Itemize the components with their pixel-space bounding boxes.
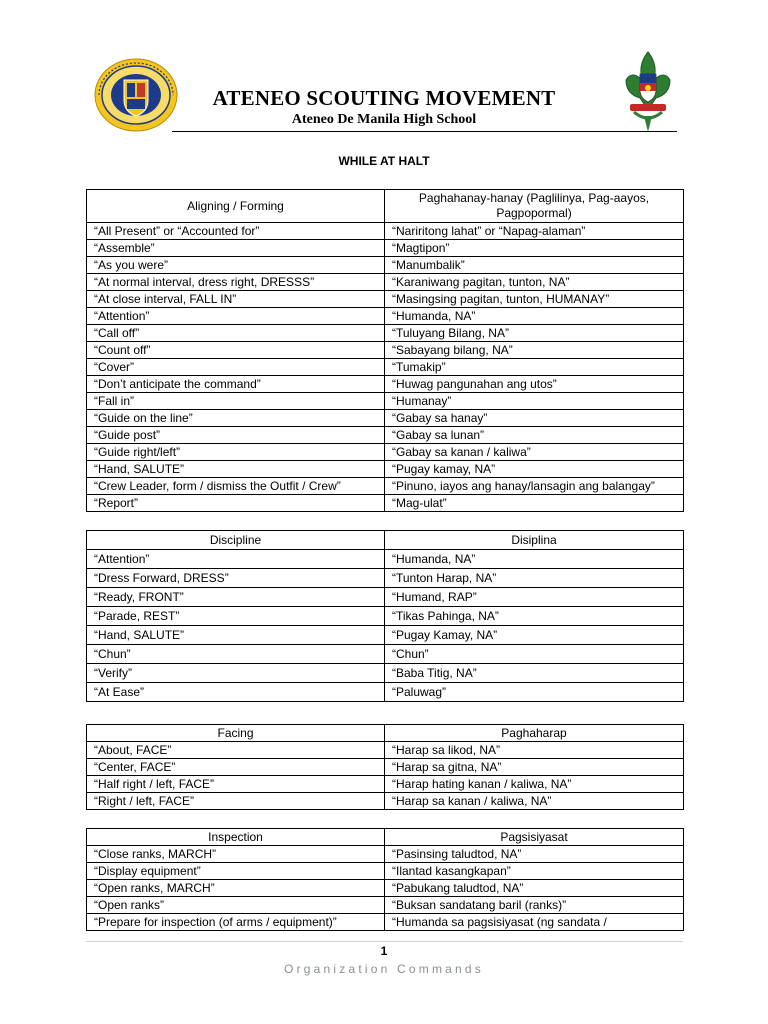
filipino-command-cell: “Humanda sa pagsisiyasat (ng sandata / bbox=[385, 914, 684, 931]
english-command-cell: “Center, FACE” bbox=[87, 759, 385, 776]
filipino-command-cell: “Pugay Kamay, NA” bbox=[385, 626, 684, 645]
table-row bbox=[87, 569, 684, 588]
filipino-command-cell: “Baba Titig, NA” bbox=[385, 664, 684, 683]
filipino-command-cell: “Ilantad kasangkapan” bbox=[385, 863, 684, 880]
english-command-cell: “About, FACE” bbox=[87, 742, 385, 759]
english-command-cell: “At normal interval, dress right, DRESSS” bbox=[87, 274, 385, 291]
table-row bbox=[87, 257, 684, 274]
table-row bbox=[87, 291, 684, 308]
table-row bbox=[87, 626, 684, 645]
english-command-cell: “Right / left, FACE” bbox=[87, 793, 385, 810]
header-divider bbox=[172, 131, 677, 132]
english-command-cell: “Display equipment” bbox=[87, 863, 385, 880]
english-command-cell: “Attention” bbox=[87, 308, 385, 325]
english-command-cell: “Verify” bbox=[87, 664, 385, 683]
table-row bbox=[87, 846, 684, 863]
filipino-command-cell: “Pabukang taludtod, NA” bbox=[385, 880, 684, 897]
filipino-command-cell: “Paluwag” bbox=[385, 683, 684, 702]
filipino-command-cell: “Nariritong lahat” or “Napag-alaman” bbox=[385, 223, 684, 240]
english-command-cell: “Assemble” bbox=[87, 240, 385, 257]
filipino-command-cell: “Gabay sa lunan” bbox=[385, 427, 684, 444]
filipino-command-cell: “Gabay sa hanay” bbox=[385, 410, 684, 427]
table-row bbox=[87, 914, 684, 931]
table-row bbox=[87, 607, 684, 626]
table-row bbox=[87, 793, 684, 810]
table-row bbox=[87, 223, 684, 240]
english-command-cell: “Guide right/left” bbox=[87, 444, 385, 461]
table-row bbox=[87, 759, 684, 776]
filipino-command-cell: “Tumakip” bbox=[385, 359, 684, 376]
english-command-cell: “Open ranks” bbox=[87, 897, 385, 914]
filipino-command-cell: “Tunton Harap, NA” bbox=[385, 569, 684, 588]
english-command-cell: “Call off” bbox=[87, 325, 385, 342]
column-header: Pagsisiyasat bbox=[385, 829, 684, 846]
filipino-command-cell: “Gabay sa kanan / kaliwa” bbox=[385, 444, 684, 461]
table-row bbox=[87, 240, 684, 257]
discipline-table bbox=[86, 530, 684, 702]
school-subtitle: Ateneo De Manila High School bbox=[291, 112, 477, 127]
table-row bbox=[87, 880, 684, 897]
table-row bbox=[87, 427, 684, 444]
table-row bbox=[87, 863, 684, 880]
column-header: Discipline bbox=[87, 531, 385, 550]
english-command-cell: “Hand, SALUTE” bbox=[87, 626, 385, 645]
english-command-cell: “At close interval, FALL IN” bbox=[87, 291, 385, 308]
column-header: Paghaharap bbox=[385, 725, 684, 742]
inspection-table bbox=[86, 828, 684, 931]
english-command-cell: “At Ease” bbox=[87, 683, 385, 702]
table-row bbox=[87, 393, 684, 410]
filipino-command-cell: “Pasinsing taludtod, NA” bbox=[385, 846, 684, 863]
english-command-cell: “Close ranks, MARCH” bbox=[87, 846, 385, 863]
organization-title: ATENEO SCOUTING MOVEMENT bbox=[212, 86, 556, 110]
table-row bbox=[87, 325, 684, 342]
column-header: Disiplina bbox=[385, 531, 684, 550]
filipino-command-cell: “Tikas Pahinga, NA” bbox=[385, 607, 684, 626]
english-command-cell: “Hand, SALUTE” bbox=[87, 461, 385, 478]
table-header-row bbox=[87, 531, 684, 550]
filipino-command-cell: “Karaniwang pagitan, tunton, NA” bbox=[385, 274, 684, 291]
table-row bbox=[87, 461, 684, 478]
table-row bbox=[87, 742, 684, 759]
table-row bbox=[87, 359, 684, 376]
english-command-cell: “Half right / left, FACE” bbox=[87, 776, 385, 793]
table-row bbox=[87, 308, 684, 325]
column-header: Paghahanay-hanay (Paglilinya, Pag-aayos, Pagpopormal) bbox=[385, 190, 684, 223]
english-command-cell: “Report” bbox=[87, 495, 385, 512]
filipino-command-cell: “Humanda, NA” bbox=[385, 308, 684, 325]
page-number: 1 bbox=[380, 944, 388, 958]
english-command-cell: “Fall in” bbox=[87, 393, 385, 410]
table-row bbox=[87, 550, 684, 569]
filipino-command-cell: “Harap sa gitna, NA” bbox=[385, 759, 684, 776]
filipino-command-cell: “Harap sa likod, NA” bbox=[385, 742, 684, 759]
column-header: Inspection bbox=[87, 829, 385, 846]
table-header-row bbox=[87, 190, 684, 223]
english-command-cell: “Guide post” bbox=[87, 427, 385, 444]
english-command-cell: “Chun” bbox=[87, 645, 385, 664]
table-row bbox=[87, 776, 684, 793]
english-command-cell: “Parade, REST” bbox=[87, 607, 385, 626]
section-title: WHILE AT HALT bbox=[338, 154, 430, 168]
filipino-command-cell: “Pugay kamay, NA” bbox=[385, 461, 684, 478]
facing-table bbox=[86, 724, 684, 810]
aligning-forming-table bbox=[86, 189, 684, 512]
english-command-cell: “Prepare for inspection (of arms / equipment)” bbox=[87, 914, 385, 931]
table-row bbox=[87, 588, 684, 607]
table-header-row bbox=[87, 725, 684, 742]
english-command-cell: “Guide on the line” bbox=[87, 410, 385, 427]
filipino-command-cell: “Tuluyang Bilang, NA” bbox=[385, 325, 684, 342]
filipino-command-cell: “Masingsing pagitan, tunton, HUMANAY” bbox=[385, 291, 684, 308]
table-row bbox=[87, 342, 684, 359]
filipino-command-cell: “Huwag pangunahan ang utos” bbox=[385, 376, 684, 393]
table-row bbox=[87, 478, 684, 495]
english-command-cell: “Crew Leader, form / dismiss the Outfit / Crew” bbox=[87, 478, 385, 495]
column-header: Facing bbox=[87, 725, 385, 742]
table-row bbox=[87, 410, 684, 427]
filipino-command-cell: “Pinuno, iayos ang hanay/lansagin ang balangay” bbox=[385, 478, 684, 495]
filipino-command-cell: “Mag-ulat” bbox=[385, 495, 684, 512]
table-row bbox=[87, 897, 684, 914]
filipino-command-cell: “Humanay” bbox=[385, 393, 684, 410]
table-row bbox=[87, 683, 684, 702]
english-command-cell: “Attention” bbox=[87, 550, 385, 569]
english-command-cell: “Dress Forward, DRESS” bbox=[87, 569, 385, 588]
filipino-command-cell: “Manumbalik” bbox=[385, 257, 684, 274]
table-header-row bbox=[87, 829, 684, 846]
english-command-cell: “Ready, FRONT” bbox=[87, 588, 385, 607]
filipino-command-cell: “Sabayang bilang, NA” bbox=[385, 342, 684, 359]
table-row bbox=[87, 376, 684, 393]
english-command-cell: “Cover” bbox=[87, 359, 385, 376]
footer-divider bbox=[86, 941, 683, 942]
english-command-cell: “As you were” bbox=[87, 257, 385, 274]
filipino-command-cell: “Humanda, NA” bbox=[385, 550, 684, 569]
table-row bbox=[87, 444, 684, 461]
footer-caption: Organization Commands bbox=[284, 962, 484, 976]
table-row bbox=[87, 664, 684, 683]
filipino-command-cell: “Harap sa kanan / kaliwa, NA” bbox=[385, 793, 684, 810]
filipino-command-cell: “Magtipon” bbox=[385, 240, 684, 257]
filipino-command-cell: “Chun” bbox=[385, 645, 684, 664]
english-command-cell: “All Present” or “Accounted for” bbox=[87, 223, 385, 240]
filipino-command-cell: “Harap hating kanan / kaliwa, NA” bbox=[385, 776, 684, 793]
filipino-command-cell: “Buksan sandatang baril (ranks)” bbox=[385, 897, 684, 914]
filipino-command-cell: “Humand, RAP” bbox=[385, 588, 684, 607]
table-row bbox=[87, 274, 684, 291]
table-row bbox=[87, 495, 684, 512]
english-command-cell: “Don’t anticipate the command” bbox=[87, 376, 385, 393]
column-header: Aligning / Forming bbox=[87, 190, 385, 223]
table-row bbox=[87, 645, 684, 664]
english-command-cell: “Count off” bbox=[87, 342, 385, 359]
english-command-cell: “Open ranks, MARCH” bbox=[87, 880, 385, 897]
